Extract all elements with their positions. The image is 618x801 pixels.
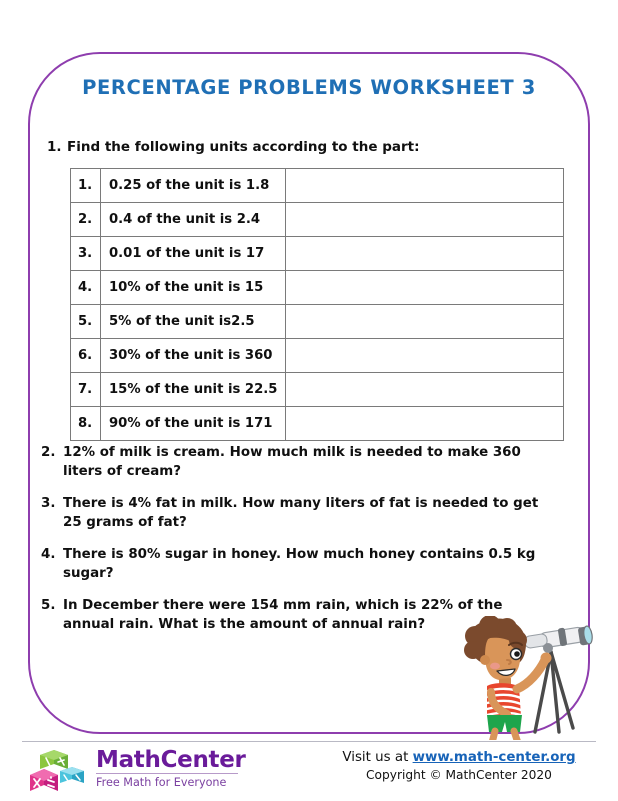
copyright-text: Copyright © MathCenter 2020 [366, 768, 552, 782]
row-answer-blank[interactable] [286, 169, 564, 203]
row-statement: 90% of the unit is 171 [101, 407, 286, 441]
units-table [70, 168, 564, 441]
row-index: 6. [71, 339, 101, 373]
table-row [71, 339, 564, 373]
row-answer-blank[interactable] [286, 407, 564, 441]
table-row [71, 373, 564, 407]
row-answer-blank[interactable] [286, 305, 564, 339]
footer-links-block [320, 750, 598, 782]
row-answer-blank[interactable] [286, 237, 564, 271]
page-footer [0, 742, 618, 800]
row-index: 5. [71, 305, 101, 339]
problem-text: In December there were 154 mm rain, which is 22% of the annual rain. What is the amount of annual rain? [63, 598, 503, 633]
problem-number: 4. [41, 547, 56, 563]
problem-text: There is 4% fat in milk. How many liters of fat is needed to get 25 grams of fat? [63, 496, 539, 531]
word-problem-4 [41, 545, 553, 583]
website-link[interactable]: www.math-center.org [412, 750, 576, 765]
brand-tagline: Free Math for Everyone [96, 776, 227, 790]
table-row [71, 237, 564, 271]
row-answer-blank[interactable] [286, 271, 564, 305]
visit-line [320, 750, 598, 765]
question-1-number: 1. [47, 139, 62, 155]
table-row [71, 407, 564, 441]
row-statement: 30% of the unit is 360 [101, 339, 286, 373]
row-answer-blank[interactable] [286, 339, 564, 373]
row-index: 8. [71, 407, 101, 441]
question-1-text: Find the following units according to the part: [67, 139, 420, 155]
table-row [71, 169, 564, 203]
problem-number: 3. [41, 496, 56, 512]
word-problem-2 [41, 443, 553, 481]
visit-prefix: Visit us at [342, 750, 413, 765]
row-statement: 0.01 of the unit is 17 [101, 237, 286, 271]
row-index: 4. [71, 271, 101, 305]
row-answer-blank[interactable] [286, 203, 564, 237]
row-index: 7. [71, 373, 101, 407]
row-index: 1. [71, 169, 101, 203]
units-table-body [71, 169, 564, 441]
brand-block [96, 748, 326, 789]
row-answer-blank[interactable] [286, 373, 564, 407]
problem-number: 2. [41, 445, 56, 460]
word-problem-3 [41, 494, 553, 532]
row-statement: 0.4 of the unit is 2.4 [101, 203, 286, 237]
problem-text: There is 80% sugar in honey. How much honey contains 0.5 kg sugar? [63, 547, 536, 582]
math-center-dice-logo-icon [28, 747, 92, 797]
brand-underline [96, 773, 238, 774]
row-statement: 10% of the unit is 15 [101, 271, 286, 305]
row-statement: 0.25 of the unit is 1.8 [101, 169, 286, 203]
table-row [71, 305, 564, 339]
row-statement: 5% of the unit is2.5 [101, 305, 286, 339]
row-index: 3. [71, 237, 101, 271]
question-1-prompt [47, 139, 547, 155]
row-index: 2. [71, 203, 101, 237]
brand-name: MathCenter [96, 747, 246, 773]
boy-with-telescope-illustration [447, 616, 607, 740]
table-row [71, 203, 564, 237]
problem-text: 12% of milk is cream. How much milk is needed to make 360 liters of cream? [63, 445, 521, 480]
table-row [71, 271, 564, 305]
page-title: PERCENTAGE PROBLEMS WORKSHEET 3 [82, 76, 536, 99]
row-statement: 15% of the unit is 22.5 [101, 373, 286, 407]
problem-number: 5. [41, 598, 56, 614]
